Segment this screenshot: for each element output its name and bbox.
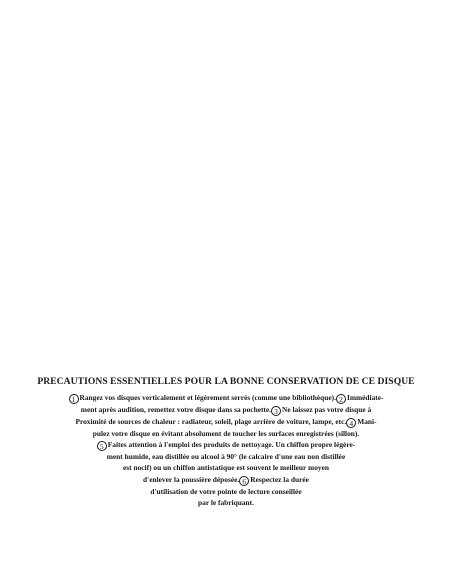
step-number-badge: 2 [336, 394, 346, 404]
notice-text: Proximité de sources de chaleur : radiateur, soleil, plage arrière de voiture, lampe, etc. [75, 417, 347, 426]
notice-text: Rangez vos disques verticalement et légèrement serrés (comme une bibliothèque). [79, 393, 336, 402]
notice-line [10, 428, 442, 439]
notice-text: Mani- [357, 417, 377, 426]
step-number-badge: 1 [69, 394, 79, 404]
notice-text: d'utilisation de votre pointe de lecture conseillée [150, 486, 302, 496]
notice-line [10, 486, 442, 497]
notice-line [10, 497, 442, 508]
notice-text: par le fabriquant. [198, 497, 254, 507]
notice-line [10, 392, 442, 404]
notice-text: Ne laissez pas votre disque à [282, 405, 372, 414]
notice-line [10, 474, 442, 486]
notice-line [10, 439, 442, 451]
notice-line [10, 462, 442, 473]
notice-text: d'enlever la poussière déposée. [143, 474, 240, 484]
notice-line [10, 451, 442, 462]
notice-text: pulez votre disque en évitant absolument de toucher les surfaces enregistrées (sillon). [92, 429, 360, 438]
notice-text: Faites attention à l'emploi des produits de nettoyage. Un chiffon propre légère- [107, 440, 356, 450]
notice-text: ment humide, eau distillée ou alcool à 90° (le calcaire d'une eau non distillée [106, 452, 346, 462]
notice-text: est nocif) ou un chiffon antistatique est souvent le meilleur moyen [123, 463, 329, 473]
notice-text: ment après audition, remettez votre disque dans sa pochette. [80, 405, 272, 414]
notice-line [10, 404, 442, 416]
step-number-badge: 5 [97, 441, 107, 451]
notice-body [10, 392, 442, 508]
step-number-badge: 6 [239, 476, 249, 486]
care-instructions-notice [10, 376, 442, 508]
notice-title: PRECAUTIONS ESSENTIELLES POUR LA BONNE CONSERVATION DE CE DISQUE [37, 376, 415, 387]
step-number-badge: 4 [346, 418, 356, 428]
notice-text: Immédiate- [346, 393, 384, 402]
notice-line [10, 416, 442, 428]
step-number-badge: 3 [271, 406, 281, 416]
notice-text: Respectez la durée [250, 474, 309, 484]
